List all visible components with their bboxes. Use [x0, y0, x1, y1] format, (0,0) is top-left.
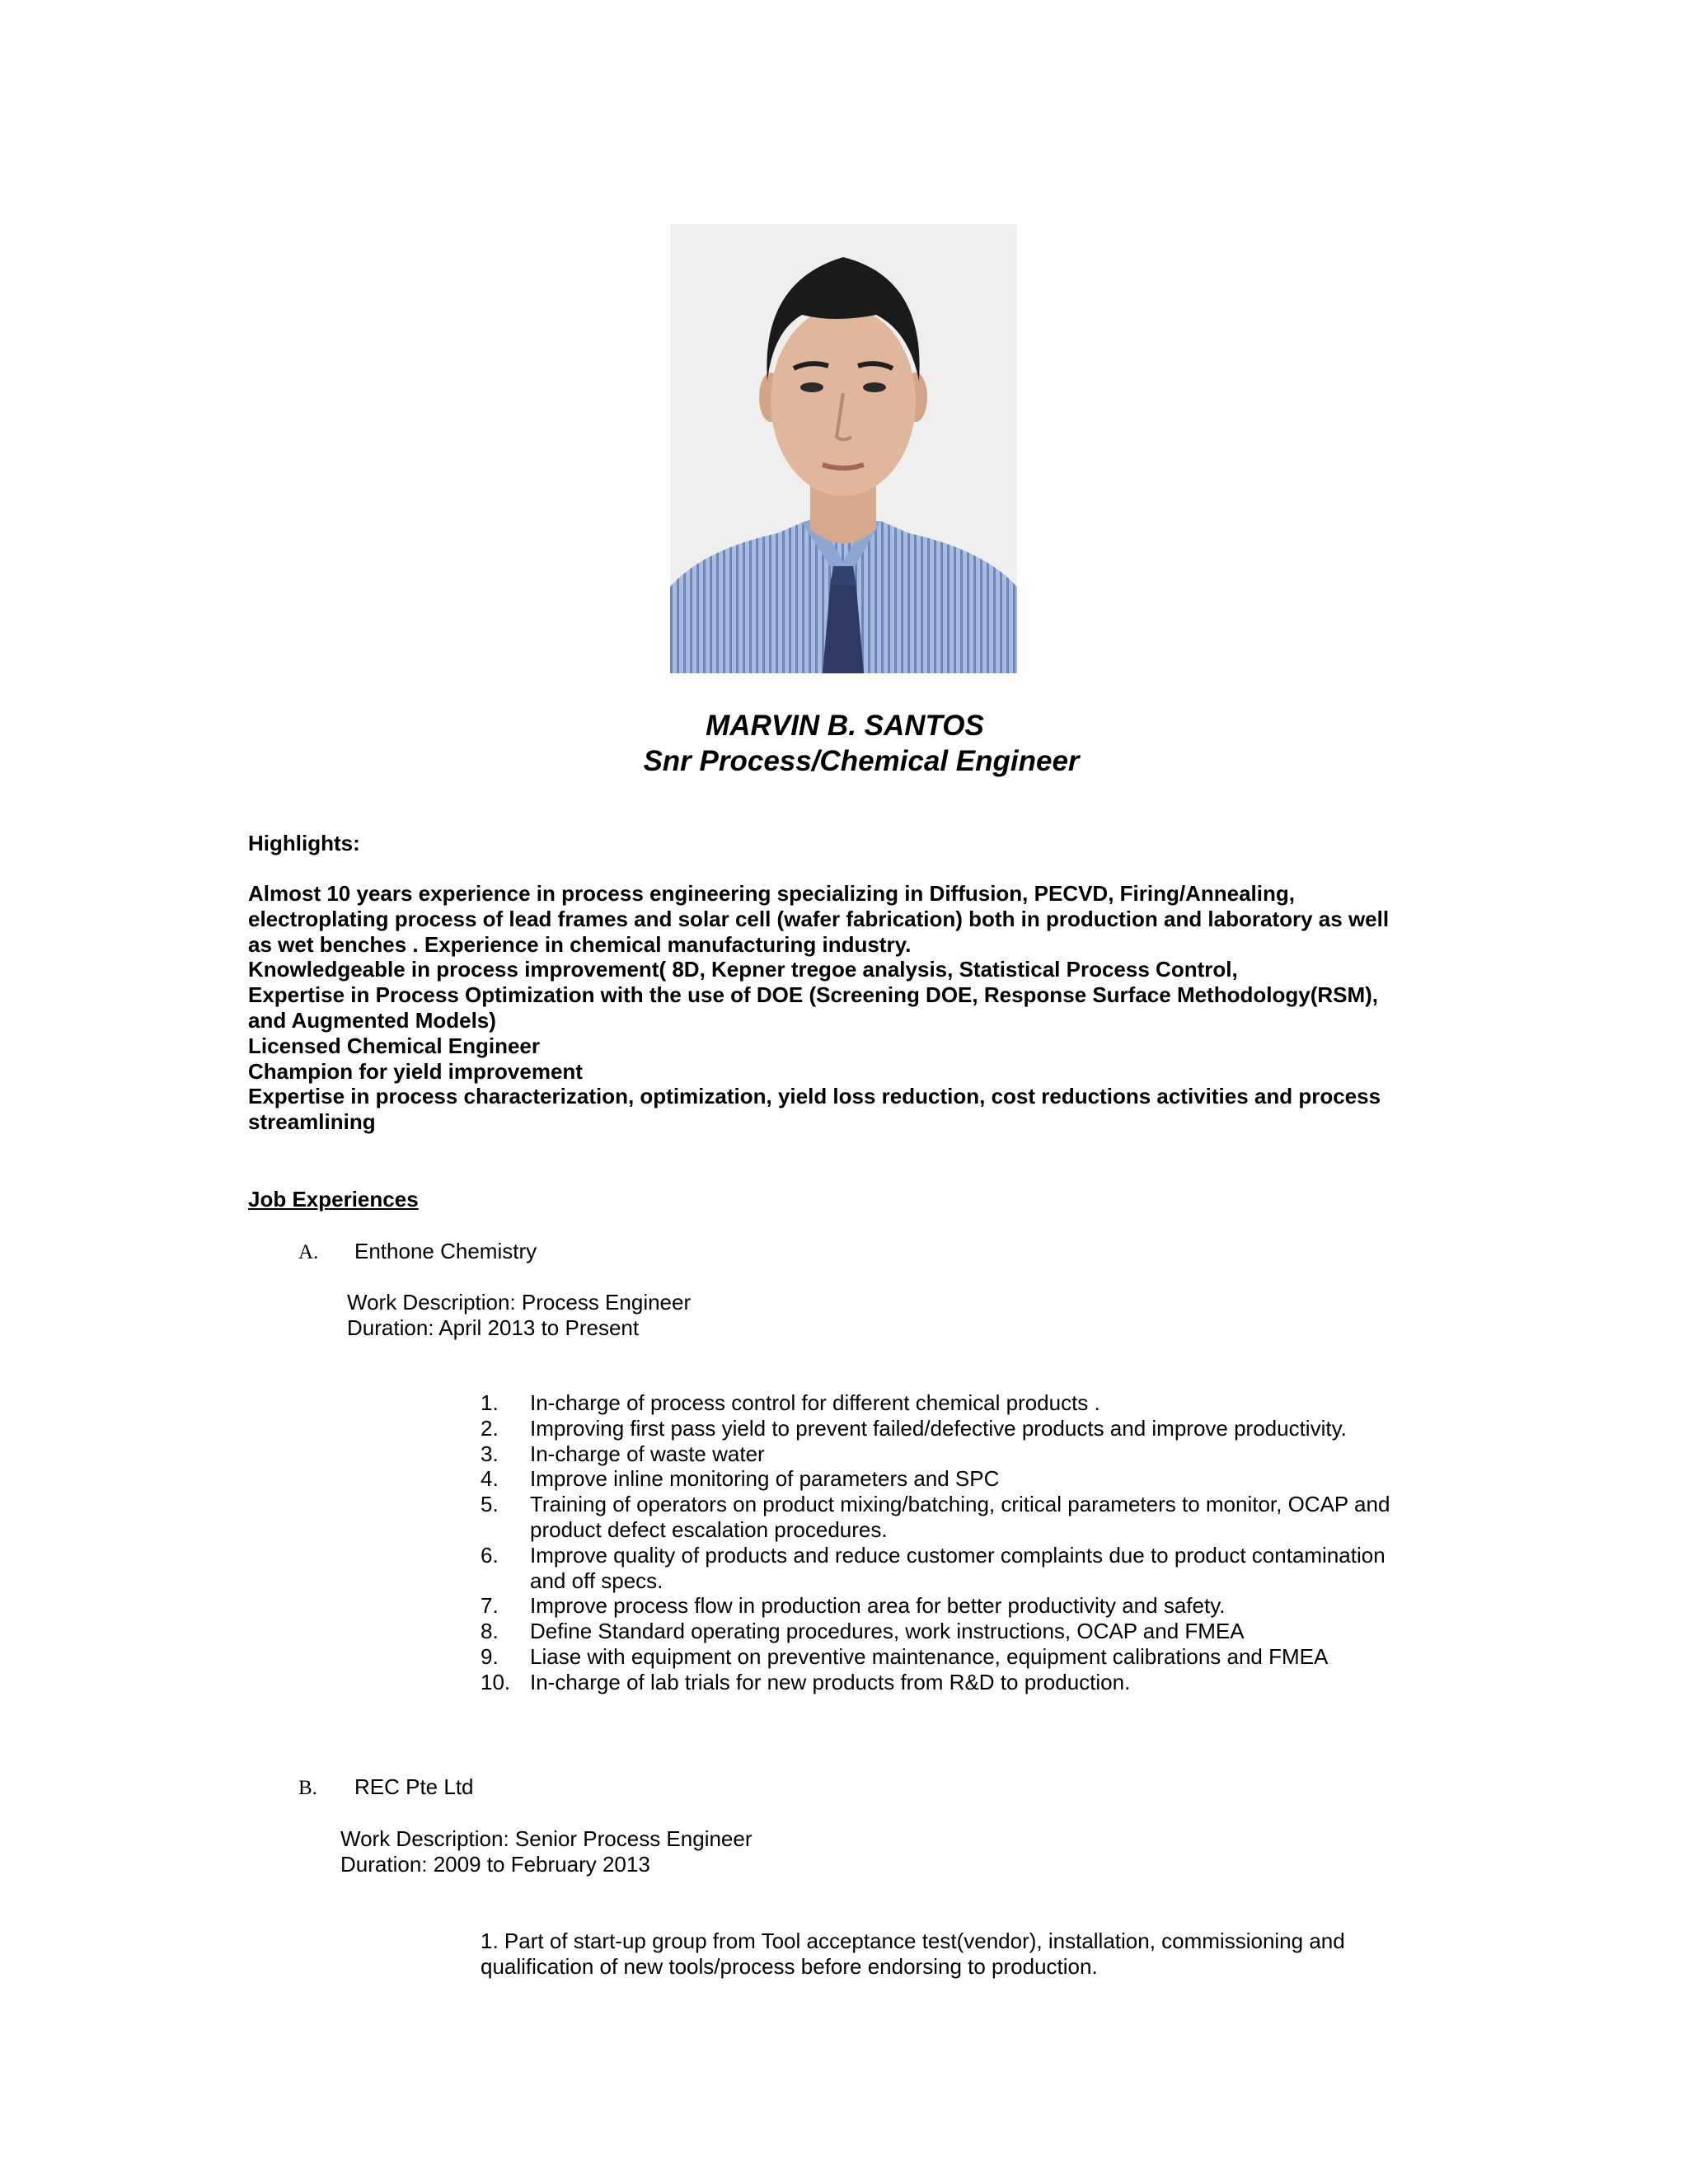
highlights-line: Expertise in process characterization, optimization, yield loss reduction, cost reductions activities and process — [248, 1084, 1381, 1109]
company-name: REC Pte Ltd — [354, 1774, 474, 1799]
job-a-duties-list — [481, 1390, 1437, 1695]
list-item-line: qualification of new tools/process before endorsing to production. — [481, 1954, 1098, 1979]
highlights-body — [248, 881, 1451, 1135]
job-b-details — [340, 1826, 753, 1877]
job-experiences-heading: Job Experiences — [248, 1187, 419, 1212]
list-item: 5. Training of operators on product mixing/batching, critical parameters to monitor, OCAP and product defect escalation procedures. — [481, 1492, 1390, 1542]
work-description: Work Description: Process Engineer — [347, 1290, 692, 1315]
company-a — [298, 1238, 537, 1266]
list-item: 4. Improve inline monitoring of parameters and SPC — [481, 1466, 1000, 1492]
job-b-duties-list — [481, 1929, 1437, 1980]
list-item: 3. In-charge of waste water — [481, 1441, 765, 1466]
list-item: 10. In-charge of lab trials for new products from R&D to production. — [481, 1669, 1131, 1694]
duration: Duration: 2009 to February 2013 — [340, 1852, 650, 1877]
company-name: Enthone Chemistry — [354, 1239, 537, 1263]
list-item-line: 1. Part of start-up group from Tool acceptance test(vendor), installation, commissioning and — [481, 1929, 1345, 1953]
highlights-line: Licensed Chemical Engineer — [248, 1033, 541, 1058]
highlights-line: and Augmented Models) — [248, 1007, 496, 1033]
highlights-line: Champion for yield improvement — [248, 1058, 583, 1084]
duration: Duration: April 2013 to Present — [347, 1315, 640, 1340]
highlights-label: Highlights: — [248, 831, 360, 855]
job-a-details — [347, 1290, 691, 1341]
candidate-title: Snr Process/Chemical Engineer — [643, 745, 1080, 777]
highlights-line: Expertise in Process Optimization with the use of DOE (Screening DOE, Response Surface Methodology(RSM), — [248, 982, 1379, 1008]
highlights-line: as wet benches . Experience in chemical manufacturing industry. — [248, 931, 912, 957]
company-letter: B. — [298, 1777, 317, 1799]
list-item: 6. Improve quality of products and reduce customer complaints due to product contamination and off specs. — [481, 1542, 1386, 1593]
list-item: 7. Improve process flow in production area for better productivity and safety. — [481, 1593, 1226, 1619]
highlights-line: streamlining — [248, 1109, 376, 1135]
list-item: 2. Improving first pass yield to prevent failed/defective products and improve productivity. — [481, 1415, 1347, 1441]
list-item: 1. In-charge of process control for different chemical products . — [481, 1390, 1100, 1415]
company-b — [298, 1774, 474, 1802]
company-letter: A. — [298, 1241, 319, 1263]
highlights-line: electroplating process of lead frames and solar cell (wafer fabrication) both in production and laboratory as well — [248, 906, 1390, 931]
list-item: 9. Liase with equipment on preventive maintenance, equipment calibrations and FMEA — [481, 1643, 1329, 1669]
list-item: 8. Define Standard operating procedures, work instructions, OCAP and FMEA — [481, 1619, 1245, 1644]
highlights-line: Almost 10 years experience in process engineering specializing in Diffusion, PECVD, Firing/Annealing, — [248, 881, 1295, 906]
candidate-name: MARVIN B. SANTOS — [706, 710, 984, 742]
highlights-line: Knowledgeable in process improvement( 8D, Kepner tregoe analysis, Statistical Process Control, — [248, 957, 1238, 982]
work-description: Work Description: Senior Process Engineer — [340, 1826, 753, 1851]
profile-photo — [670, 224, 1017, 673]
